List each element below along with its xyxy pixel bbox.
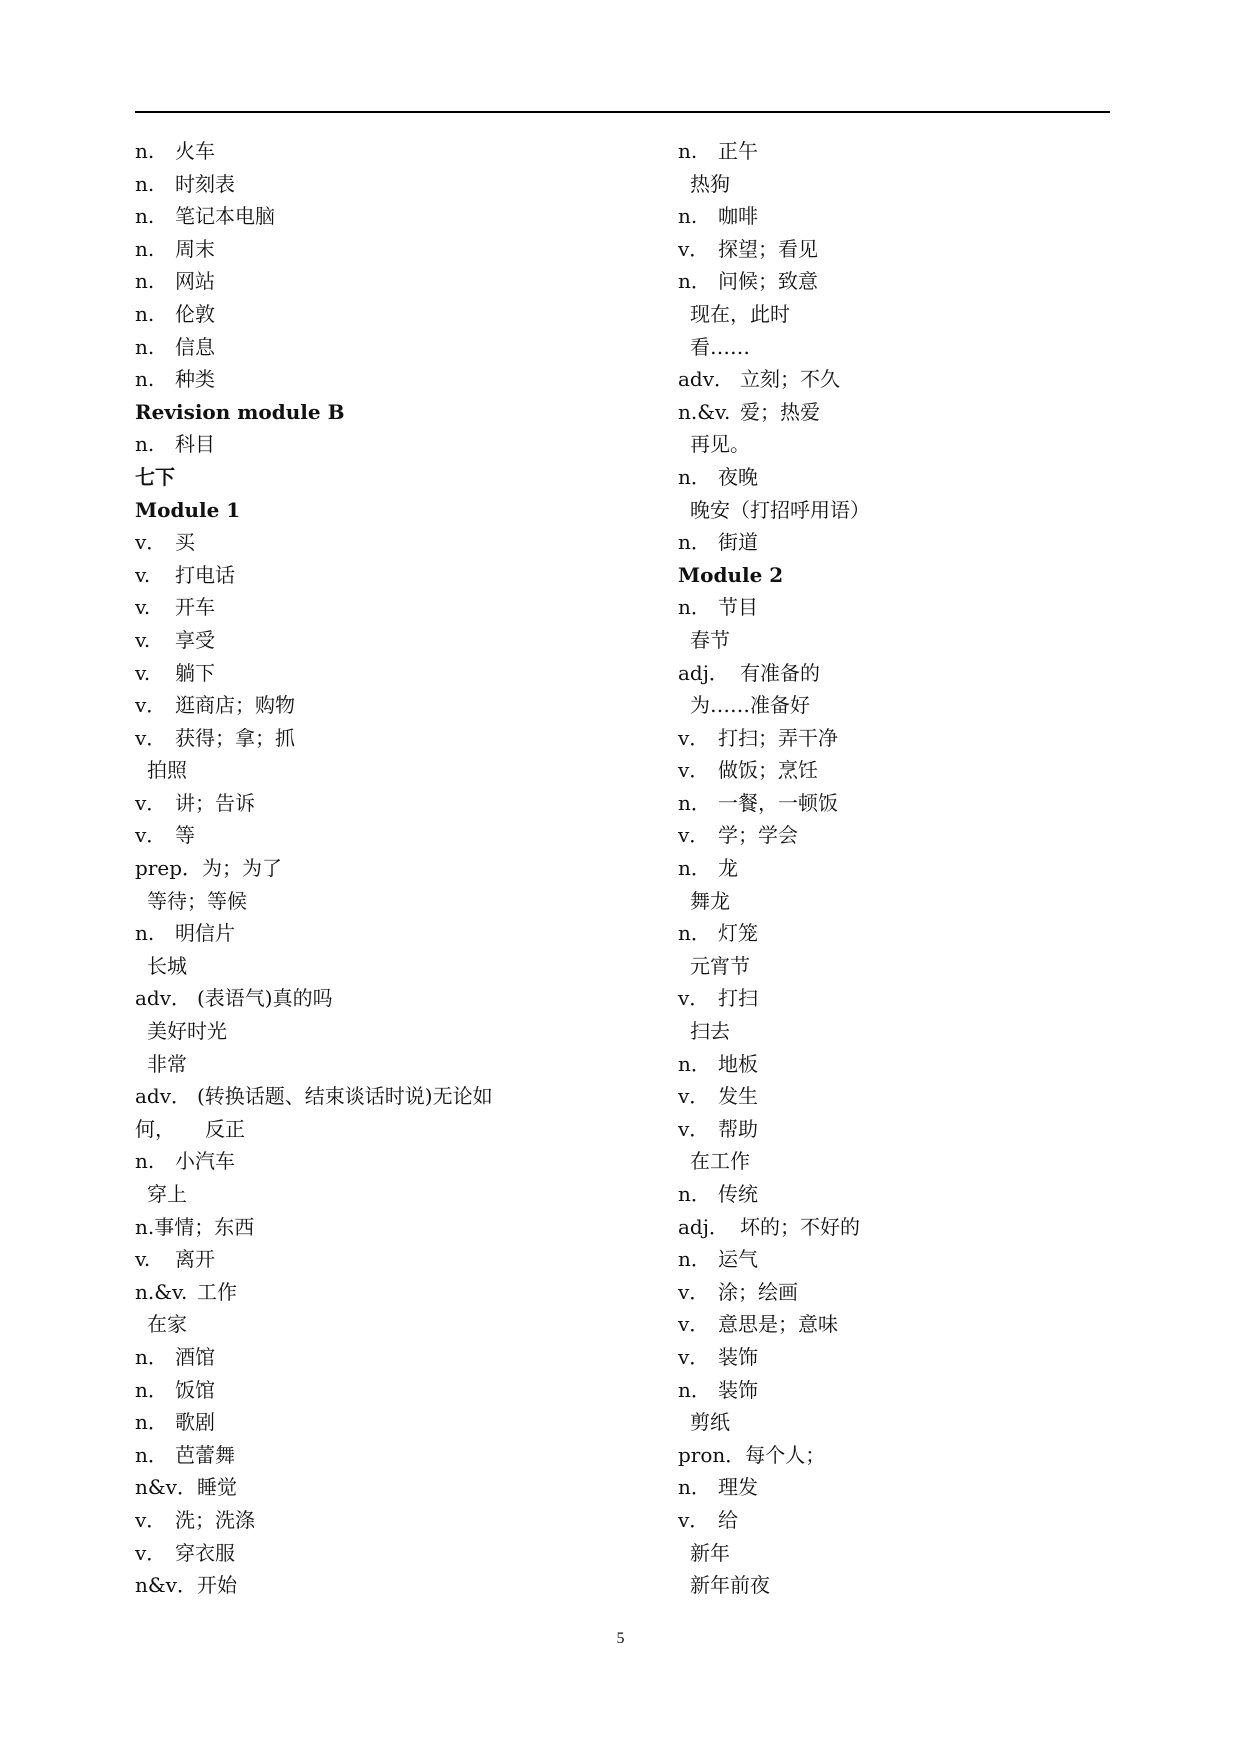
definition: 工作	[197, 1279, 237, 1304]
definition: 做饭；烹饪	[718, 758, 818, 783]
part-of-speech: prep．	[135, 856, 203, 881]
vocab-entry	[678, 526, 1098, 559]
part-of-speech: n.	[135, 236, 155, 261]
vocab-entry	[135, 526, 555, 559]
definition: 打电话	[175, 562, 235, 587]
vocab-entry	[135, 559, 555, 592]
part-of-speech: adv．	[135, 986, 192, 1011]
definition: 装饰	[718, 1344, 758, 1369]
definition: 街道	[718, 530, 758, 555]
definition: 等	[175, 823, 195, 848]
vocab-entry	[135, 1406, 555, 1439]
vocab-entry	[135, 135, 555, 168]
part-of-speech: n.	[135, 334, 155, 359]
vocab-entry: 何， 反正	[135, 1116, 245, 1141]
part-of-speech: n.	[135, 301, 155, 326]
vocab-entry	[678, 1504, 1098, 1537]
vocab-entry	[678, 722, 1098, 755]
part-of-speech: n．	[135, 1442, 168, 1467]
vocab-entry	[678, 461, 1098, 494]
vocab-entry	[678, 1308, 1098, 1341]
vocab-entry	[678, 1276, 1098, 1309]
part-of-speech: v．	[135, 693, 167, 718]
part-of-speech: n.	[678, 204, 698, 229]
vocab-entry	[678, 1211, 1098, 1244]
definition: 灯笼	[718, 921, 758, 946]
definition: 明信片	[175, 921, 235, 946]
part-of-speech: n．	[678, 856, 711, 881]
part-of-speech: pron．	[678, 1442, 746, 1467]
definition: 帮助	[718, 1116, 758, 1141]
part-of-speech: n.	[135, 1149, 155, 1174]
phrase-entry: 新年前夜	[690, 1573, 770, 1598]
part-of-speech: v．	[678, 986, 710, 1011]
vocab-entry	[678, 754, 1098, 787]
definition: 意思是；意味	[718, 1312, 838, 1337]
definition: 探望；看见	[718, 236, 818, 261]
vocab-entry	[678, 657, 1098, 690]
vocab-entry	[678, 1471, 1098, 1504]
part-of-speech: v．	[678, 823, 710, 848]
vocab-entry	[135, 331, 555, 364]
vocabulary-column-right	[678, 135, 1098, 1602]
part-of-speech: n.	[135, 171, 155, 196]
definition: 躺下	[175, 660, 215, 685]
definition: 坏的；不好的	[740, 1214, 860, 1239]
definition: 打扫；弄干净	[718, 725, 838, 750]
definition: 装饰	[718, 1377, 758, 1402]
vocab-entry	[135, 1145, 555, 1178]
definition: 种类	[175, 367, 215, 392]
part-of-speech: n．	[678, 464, 711, 489]
part-of-speech: v．	[678, 1344, 710, 1369]
definition: 饭馆	[175, 1377, 215, 1402]
vocab-entry	[678, 1439, 1098, 1472]
vocab-entry	[678, 396, 1098, 429]
phrase-entry: 在家	[147, 1312, 187, 1337]
part-of-speech: n.	[135, 432, 155, 457]
definition: 运气	[718, 1247, 758, 1272]
vocab-entry	[135, 1439, 555, 1472]
vocab-entry	[135, 1374, 555, 1407]
vocab-entry	[678, 852, 1098, 885]
phrase-entry: 长城	[147, 953, 187, 978]
vocab-entry	[678, 819, 1098, 852]
definition: 酒馆	[175, 1344, 215, 1369]
phrase-entry: 看……	[690, 334, 750, 359]
part-of-speech: n.	[135, 921, 155, 946]
vocab-entry	[678, 363, 1098, 396]
definition: 睡觉	[197, 1475, 237, 1500]
phrase-entry: 现在，此时	[690, 301, 790, 326]
part-of-speech: n．	[135, 1410, 168, 1435]
definition: 讲；告诉	[175, 790, 255, 815]
phrase-entry: 热狗	[690, 171, 730, 196]
vocab-entry	[135, 624, 555, 657]
part-of-speech: v．	[678, 758, 710, 783]
definition: 穿衣服	[175, 1540, 235, 1565]
part-of-speech: n．	[678, 1247, 711, 1272]
vocab-entry	[678, 982, 1098, 1015]
part-of-speech: n．	[678, 1051, 711, 1076]
section-heading: Module 2	[678, 562, 784, 587]
definition: 有准备的	[740, 660, 820, 685]
definition: 正午	[718, 139, 758, 163]
vocab-entry	[135, 1569, 555, 1602]
section-heading: Module 1	[135, 497, 241, 522]
vocab-entry	[678, 1243, 1098, 1276]
definition: 理发	[718, 1475, 758, 1500]
vocab-entry	[135, 722, 555, 755]
part-of-speech: n&v．	[135, 1573, 197, 1598]
vocab-entry	[135, 1537, 555, 1570]
part-of-speech: v.	[135, 562, 151, 587]
section-heading: Revision module B	[135, 399, 345, 424]
part-of-speech: n．	[678, 530, 711, 555]
part-of-speech: v．	[678, 236, 710, 261]
definition: 给	[718, 1507, 738, 1532]
definition: 芭蕾舞	[175, 1442, 235, 1467]
vocab-entry	[678, 233, 1098, 266]
part-of-speech: n.	[135, 139, 155, 163]
part-of-speech: v．	[678, 1084, 710, 1109]
definition: 开始	[197, 1573, 237, 1598]
definition: 离开	[175, 1247, 215, 1272]
definition: 开车	[175, 595, 215, 620]
part-of-speech: n.	[135, 367, 155, 392]
part-of-speech: n．	[678, 790, 711, 815]
vocab-entry	[135, 591, 555, 624]
vocabulary-column-left	[135, 135, 555, 1602]
definition: 歌剧	[175, 1410, 215, 1435]
vocab-entry	[678, 135, 1098, 168]
part-of-speech: v．	[135, 823, 167, 848]
vocab-entry	[135, 233, 555, 266]
definition: 火车	[175, 139, 215, 163]
part-of-speech: n．	[135, 1344, 168, 1369]
part-of-speech: n.	[135, 204, 155, 229]
definition: 打扫	[718, 986, 758, 1011]
phrase-entry: 非常	[147, 1051, 187, 1076]
part-of-speech: v．	[678, 725, 710, 750]
part-of-speech: v．	[678, 1116, 710, 1141]
definition: 立刻；不久	[740, 367, 840, 392]
definition: 问候；致意	[718, 269, 818, 294]
vocab-entry	[135, 1471, 555, 1504]
vocab-entry	[135, 852, 555, 885]
phrase-entry: 扫去	[690, 1019, 730, 1044]
part-of-speech: v．	[135, 790, 167, 815]
part-of-speech: v．	[678, 1312, 710, 1337]
definition: (转换话题、结束谈话时说)无论如	[197, 1084, 493, 1109]
definition: 传统	[718, 1182, 758, 1206]
definition: 节目	[718, 595, 758, 620]
header-rule	[135, 111, 1110, 113]
vocab-entry	[135, 265, 555, 298]
phrase-entry: 穿上	[147, 1182, 187, 1206]
part-of-speech: v.	[135, 660, 151, 685]
vocab-entry	[135, 982, 555, 1015]
part-of-speech: n．	[678, 269, 711, 294]
part-of-speech: v．	[678, 1279, 710, 1304]
vocab-entry	[678, 591, 1098, 624]
definition: 涂；绘画	[718, 1279, 798, 1304]
vocab-entry	[678, 1080, 1098, 1113]
phrase-entry: 春节	[690, 627, 730, 652]
vocab-entry	[135, 1341, 555, 1374]
vocab-entry	[135, 428, 555, 461]
vocab-entry	[678, 1178, 1098, 1211]
part-of-speech: adv．	[678, 367, 735, 392]
vocab-entry	[678, 200, 1098, 233]
part-of-speech: n.	[135, 269, 155, 294]
vocab-entry	[135, 1243, 555, 1276]
definition: 地板	[718, 1051, 758, 1076]
definition: 信息	[175, 334, 215, 359]
definition: 洗；洗涤	[175, 1507, 255, 1532]
vocab-entry	[135, 917, 555, 950]
phrase-entry: 剪纸	[690, 1410, 730, 1435]
part-of-speech: v．	[678, 1507, 710, 1532]
part-of-speech: n.&v.	[135, 1279, 188, 1304]
definition: 咖啡	[718, 204, 758, 229]
vocab-entry	[135, 298, 555, 331]
phrase-entry: 元宵节	[690, 953, 750, 978]
definition: 网站	[175, 269, 215, 294]
vocab-entry	[678, 1048, 1098, 1081]
phrase-entry: 为……准备好	[690, 693, 810, 718]
vocab-entry	[135, 1080, 555, 1113]
vocab-entry	[135, 689, 555, 722]
definition: (表语气)真的吗	[197, 986, 333, 1011]
vocab-entry	[678, 787, 1098, 820]
vocab-entry	[135, 363, 555, 396]
part-of-speech: v．	[135, 530, 167, 555]
definition: 获得；拿；抓	[175, 725, 295, 750]
definition: 夜晚	[718, 464, 758, 489]
vocab-entry	[678, 1113, 1098, 1146]
phrase-entry: 再见。	[690, 432, 750, 457]
definition: 笔记本电脑	[175, 204, 275, 229]
definition: 学；学会	[718, 823, 798, 848]
part-of-speech: n&v．	[135, 1475, 197, 1500]
part-of-speech: n．	[678, 1377, 711, 1402]
definition: 为；为了	[202, 856, 283, 881]
definition: 买	[175, 530, 195, 555]
page-number: 5	[616, 1630, 625, 1647]
section-heading: 七下	[135, 464, 175, 489]
part-of-speech: n．	[678, 1182, 711, 1206]
definition: 每个人；	[745, 1442, 826, 1467]
definition: 小汽车	[175, 1149, 235, 1174]
part-of-speech: n.&v.	[678, 399, 731, 424]
vocab-entry	[135, 657, 555, 690]
definition: 享受	[175, 627, 215, 652]
phrase-entry: 新年	[690, 1540, 730, 1565]
part-of-speech: v.	[135, 1247, 151, 1272]
phrase-entry: 舞龙	[690, 888, 730, 913]
phrase-entry: 晚安（打招呼用语）	[690, 497, 870, 522]
part-of-speech: n．	[678, 595, 711, 620]
vocab-entry	[135, 819, 555, 852]
vocab-entry	[678, 265, 1098, 298]
vocab-entry	[135, 168, 555, 201]
vocab-entry	[678, 917, 1098, 950]
definition: 爱；热爱	[740, 399, 820, 424]
part-of-speech: n．	[678, 921, 711, 946]
phrase-entry: 在工作	[690, 1149, 750, 1174]
part-of-speech: v.	[135, 595, 151, 620]
definition: 伦敦	[175, 301, 215, 326]
part-of-speech: adj．	[678, 660, 729, 685]
vocab-entry	[135, 787, 555, 820]
part-of-speech: v．	[135, 1507, 167, 1532]
definition: 时刻表	[175, 171, 235, 196]
vocab-entry	[678, 1374, 1098, 1407]
part-of-speech: v.	[135, 627, 151, 652]
phrase-entry: 等待；等候	[147, 888, 247, 913]
phrase-entry: 拍照	[147, 758, 187, 783]
phrase-entry: 美好时光	[147, 1019, 227, 1044]
definition: 科目	[175, 432, 215, 457]
vocab-entry	[135, 1276, 555, 1309]
definition: 周末	[175, 236, 215, 261]
definition: 发生	[718, 1084, 758, 1109]
vocab-entry	[135, 1504, 555, 1537]
definition: 一餐，一顿饭	[718, 790, 838, 815]
part-of-speech: n．	[135, 1377, 168, 1402]
part-of-speech: adj．	[678, 1214, 729, 1239]
vocab-entry	[678, 1341, 1098, 1374]
part-of-speech: n.	[678, 139, 698, 163]
part-of-speech: n．	[678, 1475, 711, 1500]
vocab-entry	[135, 200, 555, 233]
part-of-speech: v．	[135, 725, 167, 750]
part-of-speech: v．	[135, 1540, 167, 1565]
definition: 逛商店；购物	[175, 693, 295, 718]
vocab-entry: n.事情；东西	[135, 1214, 255, 1239]
definition: 龙	[718, 856, 738, 881]
part-of-speech: adv．	[135, 1084, 192, 1109]
